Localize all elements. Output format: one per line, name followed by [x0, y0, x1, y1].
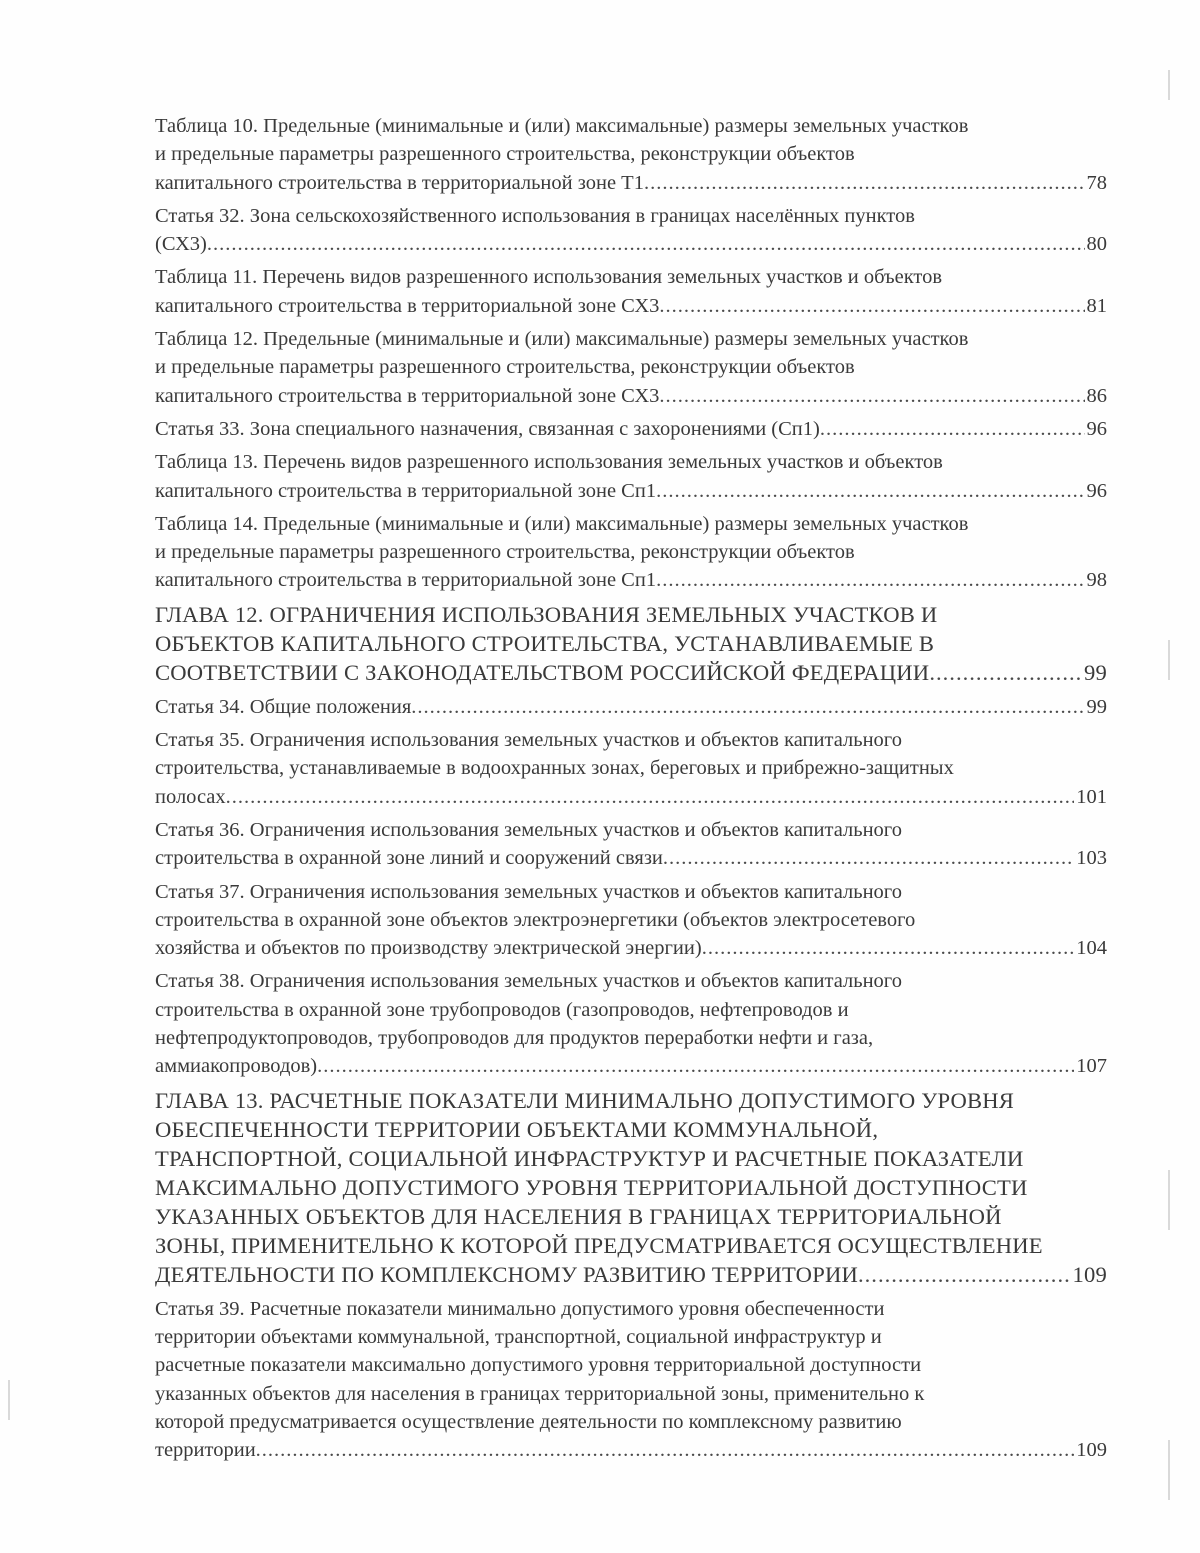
- toc-entry-line: ОБЕСПЕЧЕННОСТИ ТЕРРИТОРИИ ОБЪЕКТАМИ КОММУНАЛЬНОЙ,: [155, 1116, 879, 1142]
- dot-leader: [256, 1436, 1075, 1464]
- toc-entry-line: Статья 36. Ограничения использования земельных участков и объектов капитального: [155, 818, 902, 841]
- toc-entry-last-line: [155, 934, 1107, 962]
- toc-entry[interactable]: [155, 510, 1107, 595]
- toc-entry[interactable]: [155, 693, 1107, 721]
- dot-leader: [656, 566, 1084, 594]
- dot-leader: [929, 658, 1082, 687]
- toc-entry-last-line: [155, 382, 1107, 410]
- toc-entry[interactable]: [155, 202, 1107, 259]
- toc-entry-line: (СХ3): [155, 233, 207, 256]
- toc-entry-line: нефтепродуктопроводов, трубопроводов для продуктов переработки нефти и газа,: [155, 1027, 874, 1050]
- toc-entry-line: Статья 38. Ограничения использования земельных участков и объектов капитального: [155, 970, 902, 993]
- toc-entry-line: указанных объектов для населения в границах территориальной зоны, применительно к: [155, 1382, 925, 1405]
- scan-edge-mark: [1168, 640, 1170, 680]
- toc-entry-line: полосах: [155, 785, 226, 808]
- toc-entry-line: ТРАНСПОРТНОЙ, СОЦИАЛЬНОЙ ИНФРАСТРУКТУР И РАСЧЕТНЫЕ ПОКАЗАТЕЛИ: [155, 1145, 1024, 1171]
- toc-page-number: 103: [1076, 847, 1107, 870]
- toc-entry-line: капитального строительства в территориальной зоне СХ3: [155, 294, 660, 317]
- toc-entry[interactable]: [155, 967, 1107, 1080]
- toc-entry-last-line: [155, 1436, 1107, 1464]
- dot-leader: [858, 1260, 1071, 1289]
- toc-entry-line: Таблица 13. Перечень видов разрешенного использования земельных участков и объектов: [155, 451, 943, 474]
- toc-entry-line: и предельные параметры разрешенного строительства, реконструкции объектов: [155, 356, 855, 379]
- toc-entry-line: капитального строительства в территориальной зоне Сп1: [155, 479, 657, 502]
- toc-page-number: 78: [1086, 171, 1107, 194]
- toc-entry[interactable]: [155, 325, 1107, 410]
- toc-entry-line: Статья 33. Зона специального назначения, связанная с захоронениями (Сп1): [155, 417, 820, 440]
- toc-entry-last-line: [155, 415, 1107, 443]
- toc-entry[interactable]: [155, 816, 1107, 873]
- toc-page-number: 104: [1076, 937, 1107, 960]
- toc-entry-line: УКАЗАННЫХ ОБЪЕКТОВ ДЛЯ НАСЕЛЕНИЯ В ГРАНИЦАХ ТЕРРИТОРИАЛЬНОЙ: [155, 1203, 1002, 1229]
- toc-entry-line: Статья 32. Зона сельскохозяйственного использования в границах населённых пунктов: [155, 204, 915, 227]
- toc-chapter-entry[interactable]: [155, 1086, 1107, 1289]
- scan-edge-mark: [1168, 1170, 1170, 1230]
- toc-entry-line: капитального строительства в территориальной зоне Сп1: [155, 569, 657, 592]
- toc-page-number: 109: [1076, 1439, 1107, 1462]
- scan-edge-mark: [8, 1380, 10, 1420]
- toc-entry-line: территории объектами коммунальной, транспортной, социальной инфраструктур и: [155, 1325, 882, 1348]
- toc-entry-last-line: [155, 477, 1107, 505]
- toc-page-number: 109: [1072, 1261, 1107, 1287]
- toc-entry-last-line: [155, 1260, 1107, 1289]
- dot-leader: [820, 415, 1085, 443]
- toc-entry-last-line: [155, 169, 1107, 197]
- dot-leader: [207, 230, 1085, 258]
- toc-page-number: 101: [1076, 785, 1107, 808]
- toc-entry-last-line: [155, 693, 1107, 721]
- toc-entry-line: которой предусматривается осуществление деятельности по комплексному развитию: [155, 1410, 902, 1433]
- toc-entry-last-line: [155, 844, 1107, 872]
- toc-entry-line: строительства в охранной зоне объектов электроэнергетики (объектов электросетевого: [155, 908, 916, 931]
- dot-leader: [644, 169, 1085, 197]
- toc-entry-line: ДЕЯТЕЛЬНОСТИ ПО КОМПЛЕКСНОМУ РАЗВИТИЮ ТЕРРИТОРИИ: [155, 1261, 858, 1287]
- toc-entry[interactable]: [155, 726, 1107, 811]
- toc-entry-line: ЗОНЫ, ПРИМЕНИТЕЛЬНО К КОТОРОЙ ПРЕДУСМАТРИВАЕТСЯ ОСУЩЕСТВЛЕНИЕ: [155, 1232, 1043, 1258]
- toc-entry-line: Таблица 14. Предельные (минимальные и (или) максимальные) размеры земельных участков: [155, 512, 969, 535]
- toc-entry-line: МАКСИМАЛЬНО ДОПУСТИМОГО УРОВНЯ ТЕРРИТОРИАЛЬНОЙ ДОСТУПНОСТИ: [155, 1174, 1028, 1200]
- toc-entry-last-line: [155, 566, 1107, 594]
- toc-entry-line: аммиакопроводов): [155, 1055, 318, 1078]
- dot-leader: [663, 844, 1074, 872]
- toc-entry-line: ОБЪЕКТОВ КАПИТАЛЬНОГО СТРОИТЕЛЬСТВА, УСТАНАВЛИВАЕМЫЕ В: [155, 630, 935, 656]
- toc-entry-line: расчетные показатели максимально допустимого уровня территориальной доступности: [155, 1354, 922, 1377]
- dot-leader: [411, 693, 1084, 721]
- toc-page-number: 99: [1086, 695, 1107, 718]
- toc-entry-line: и предельные параметры разрешенного строительства, реконструкции объектов: [155, 143, 855, 166]
- toc-chapter-entry[interactable]: [155, 600, 1107, 687]
- toc-page-number: 96: [1086, 417, 1107, 440]
- scan-edge-mark: [1168, 70, 1170, 100]
- toc-entry-line: Статья 34. Общие положения: [155, 695, 412, 718]
- toc-entry[interactable]: [155, 878, 1107, 963]
- toc-page-number: 81: [1086, 294, 1107, 317]
- toc-entry-line: капитального строительства в территориальной зоне Т1: [155, 171, 644, 194]
- toc-entry[interactable]: [155, 415, 1107, 443]
- toc-page-number: 99: [1084, 659, 1107, 685]
- toc-entry-last-line: [155, 783, 1107, 811]
- toc-entry[interactable]: [155, 448, 1107, 505]
- toc-entry-last-line: [155, 658, 1107, 687]
- toc-entry-last-line: [155, 292, 1107, 320]
- toc-entry-line: СООТВЕТСТВИИ С ЗАКОНОДАТЕЛЬСТВОМ РОССИЙСКОЙ ФЕДЕРАЦИИ: [155, 659, 930, 685]
- toc-entry-last-line: [155, 230, 1107, 258]
- toc-page-number: 86: [1086, 384, 1107, 407]
- toc-page-number: 98: [1086, 569, 1107, 592]
- toc-entry-line: территории: [155, 1439, 256, 1462]
- dot-leader: [659, 292, 1084, 320]
- toc-entry-line: капитального строительства в территориальной зоне СХ3: [155, 384, 660, 407]
- toc-entry-line: и предельные параметры разрешенного строительства, реконструкции объектов: [155, 541, 855, 564]
- toc-entry-line: Статья 35. Ограничения использования земельных участков и объектов капитального: [155, 729, 902, 752]
- toc-entry[interactable]: [155, 263, 1107, 320]
- dot-leader: [656, 477, 1084, 505]
- dot-leader: [659, 382, 1084, 410]
- toc-entry-line: Таблица 11. Перечень видов разрешенного использования земельных участков и объектов: [155, 266, 943, 289]
- toc-entry-line: строительства в охранной зоне линий и сооружений связи: [155, 847, 663, 870]
- toc-entry-line: Статья 39. Расчетные показатели минимально допустимого уровня обеспеченности: [155, 1297, 885, 1320]
- toc-entry-line: Таблица 12. Предельные (минимальные и (или) максимальные) размеры земельных участков: [155, 328, 969, 351]
- dot-leader: [226, 783, 1075, 811]
- toc-entry-line: Таблица 10. Предельные (минимальные и (или) максимальные) размеры земельных участков: [155, 115, 969, 137]
- toc-entry-line: строительства, устанавливаемые в водоохранных зонах, береговых и прибрежно-защитных: [155, 757, 954, 780]
- toc-entry-line: строительства в охранной зоне трубопроводов (газопроводов, нефтепроводов и: [155, 998, 849, 1021]
- toc-page-number: 96: [1086, 479, 1107, 502]
- toc-entry-line: хозяйства и объектов по производству электрической энергии): [155, 937, 702, 960]
- toc-entry[interactable]: [155, 1295, 1107, 1465]
- toc-entry-line: ГЛАВА 12. ОГРАНИЧЕНИЯ ИСПОЛЬЗОВАНИЯ ЗЕМЕЛЬНЫХ УЧАСТКОВ И: [155, 601, 938, 627]
- toc-page-number: 107: [1076, 1055, 1107, 1078]
- dot-leader: [702, 934, 1075, 962]
- toc-entry-line: ГЛАВА 13. РАСЧЕТНЫЕ ПОКАЗАТЕЛИ МИНИМАЛЬНО ДОПУСТИМОГО УРОВНЯ: [155, 1087, 1015, 1113]
- toc-entry-last-line: [155, 1052, 1107, 1080]
- toc-page-number: 80: [1086, 233, 1107, 256]
- dot-leader: [317, 1052, 1074, 1080]
- table-of-contents: [155, 112, 1107, 1469]
- toc-entry[interactable]: [155, 112, 1107, 197]
- scan-edge-mark: [1168, 1440, 1170, 1500]
- toc-entry-line: Статья 37. Ограничения использования земельных участков и объектов капитального: [155, 880, 902, 903]
